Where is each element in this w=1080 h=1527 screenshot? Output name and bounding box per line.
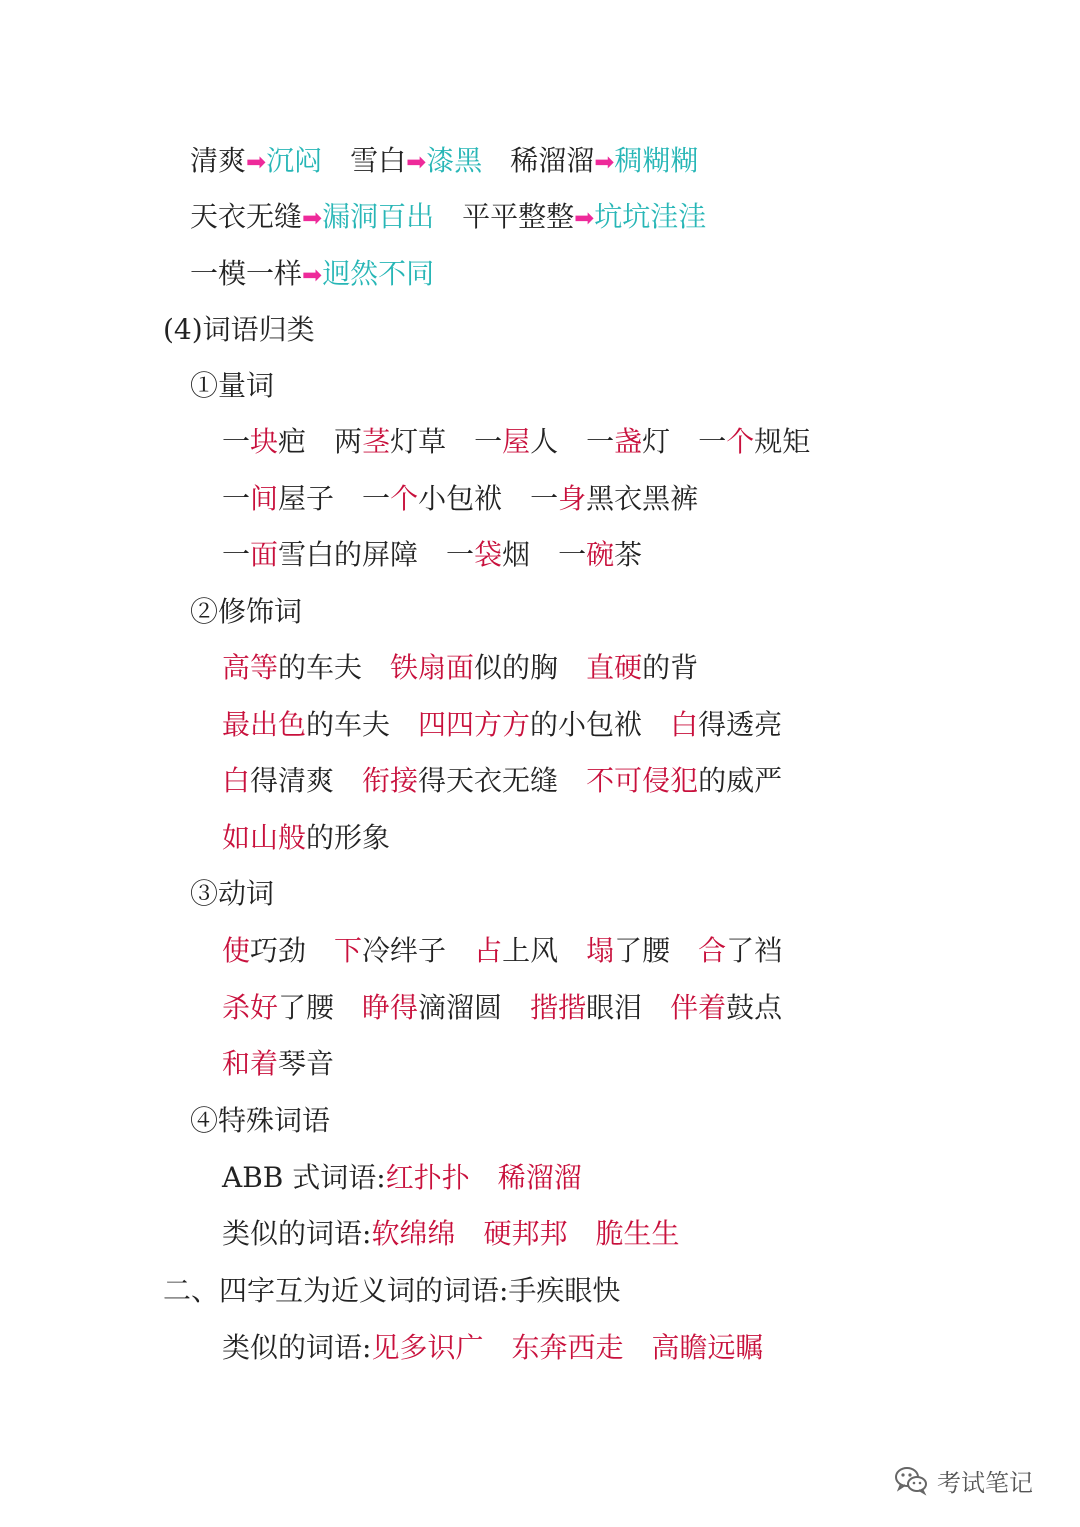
highlight-text: 面	[250, 538, 279, 571]
plain-text: 滴溜圆	[418, 991, 503, 1024]
highlight-text: 漆黑	[426, 144, 483, 177]
highlight-text: 个	[390, 482, 419, 515]
plain-text: 一模一样	[190, 257, 303, 290]
plain-text: 类似的词语:	[222, 1217, 372, 1250]
modifiers-line-1	[222, 650, 698, 686]
highlight-text: 东奔西走	[511, 1331, 624, 1364]
antonym-line-2	[190, 199, 706, 236]
plain-text: 灯草	[390, 425, 447, 458]
modifiers-line-3	[222, 763, 782, 799]
highlight-text: 沉闷	[266, 144, 323, 177]
highlight-text: 白	[670, 708, 699, 741]
plain-text: 一	[558, 538, 587, 571]
plain-text: 两	[334, 425, 363, 458]
arrow-icon: ➡	[302, 261, 323, 289]
plain-text: 烟	[502, 538, 531, 571]
highlight-text: 使	[222, 934, 251, 967]
plain-text: 茶	[614, 538, 643, 571]
plain-text: 得透亮	[698, 708, 783, 741]
plain-text: 眼泪	[586, 991, 643, 1024]
subheading-modifiers: ②修饰词	[190, 595, 303, 628]
highlight-text: 间	[250, 482, 279, 515]
verbs-line-2	[222, 990, 782, 1026]
highlight-text: 稀溜溜	[497, 1161, 582, 1194]
highlight-text: 软绵绵	[371, 1217, 456, 1250]
highlight-text: 迥然不同	[322, 257, 435, 290]
highlight-text: 高等	[222, 651, 279, 684]
highlight-text: 高瞻远瞩	[651, 1331, 764, 1364]
plain-text: 了裆	[726, 934, 783, 967]
section-two-similar-words	[222, 1330, 763, 1366]
plain-text: 一	[362, 482, 391, 515]
subheading-special-words: ④特殊词语	[190, 1104, 331, 1137]
highlight-text: 红扑扑	[385, 1161, 470, 1194]
measure-words-line-3	[222, 537, 642, 573]
special-words-line-1	[222, 1160, 582, 1196]
modifiers-line-2	[222, 707, 782, 743]
highlight-text: 不可侵犯	[586, 764, 699, 797]
plain-text: 冷绊子	[362, 934, 447, 967]
highlight-text: 白	[222, 764, 251, 797]
highlight-text: 脆生生	[595, 1217, 680, 1250]
plain-text: 稀溜溜	[510, 144, 595, 177]
antonym-line-3	[190, 256, 434, 293]
plain-text: 一	[222, 482, 251, 515]
antonym-line-1	[190, 143, 698, 180]
plain-text: 灯	[642, 425, 671, 458]
arrow-icon: ➡	[594, 148, 615, 176]
plain-text: 黑衣黑裤	[586, 482, 699, 515]
plain-text: 天衣无缝	[190, 200, 303, 233]
highlight-text: 个	[726, 425, 755, 458]
plain-text: 平平整整	[462, 200, 575, 233]
highlight-text: 塌	[586, 934, 615, 967]
plain-text: 的背	[642, 651, 699, 684]
special-words-line-2	[222, 1216, 679, 1252]
highlight-text: 见多识广	[371, 1331, 484, 1364]
highlight-text: 合	[698, 934, 727, 967]
plain-text: 雪白的屏障	[278, 538, 419, 571]
plain-text: 了腰	[614, 934, 671, 967]
measure-words-line-2	[222, 481, 698, 517]
plain-text: 一	[474, 425, 503, 458]
plain-text: 得天衣无缝	[418, 764, 559, 797]
plain-text: 的威严	[698, 764, 783, 797]
plain-text: 小包袱	[418, 482, 503, 515]
highlight-text: 茎	[362, 425, 391, 458]
watermark	[893, 1460, 1033, 1500]
highlight-text: 衔接	[362, 764, 419, 797]
highlight-text: 坑坑洼洼	[594, 200, 707, 233]
plain-text: 了腰	[278, 991, 335, 1024]
highlight-text: 身	[558, 482, 587, 515]
plain-text: 似的胸	[474, 651, 559, 684]
plain-text: 琴音	[278, 1047, 335, 1080]
highlight-text: 杀好	[222, 991, 279, 1024]
plain-text: 类似的词语:	[222, 1331, 372, 1364]
plain-text: 一	[586, 425, 615, 458]
measure-words-line-1	[222, 424, 810, 460]
plain-text: ABB 式词语:	[222, 1161, 386, 1194]
plain-text: 一	[530, 482, 559, 515]
plain-text: 雪白	[350, 144, 407, 177]
plain-text: 一	[446, 538, 475, 571]
arrow-icon: ➡	[574, 204, 595, 232]
plain-text: 规矩	[754, 425, 811, 458]
highlight-text: 稠糊糊	[614, 144, 699, 177]
highlight-text: 直硬	[586, 651, 643, 684]
wechat-icon	[893, 1462, 929, 1498]
plain-text: 二、四字互为近义词的词语:手疾眼快	[163, 1274, 621, 1307]
verbs-line-1	[222, 933, 782, 969]
plain-text: 清爽	[190, 144, 247, 177]
highlight-text: 如山般	[222, 821, 307, 854]
section-two-heading	[163, 1273, 620, 1309]
highlight-text: 四四方方	[418, 708, 531, 741]
arrow-icon: ➡	[406, 148, 427, 176]
verbs-line-3	[222, 1046, 334, 1082]
modifiers-line-4	[222, 820, 390, 856]
highlight-text: 漏洞百出	[322, 200, 435, 233]
plain-text: 的车夫	[306, 708, 391, 741]
highlight-text: 下	[334, 934, 363, 967]
plain-text: 一	[222, 538, 251, 571]
highlight-text: 伴着	[670, 991, 727, 1024]
highlight-text: 最出色	[222, 708, 307, 741]
highlight-text: 和着	[222, 1047, 279, 1080]
plain-text: 的小包袱	[530, 708, 643, 741]
subheading-verbs: ③动词	[190, 877, 275, 910]
plain-text: 的形象	[306, 821, 391, 854]
highlight-text: 占	[474, 934, 503, 967]
highlight-text: 铁扇面	[390, 651, 475, 684]
highlight-text: 块	[250, 425, 279, 458]
highlight-text: 袋	[474, 538, 503, 571]
arrow-icon: ➡	[246, 148, 267, 176]
plain-text: 鼓点	[726, 991, 783, 1024]
highlight-text: 揩揩	[530, 991, 587, 1024]
subheading-measure-words: ①量词	[190, 369, 275, 402]
highlight-text: 屋	[502, 425, 531, 458]
plain-text: 得清爽	[250, 764, 335, 797]
plain-text: 一	[222, 425, 251, 458]
highlight-text: 碗	[586, 538, 615, 571]
plain-text: 的车夫	[278, 651, 363, 684]
arrow-icon: ➡	[302, 204, 323, 232]
plain-text: 巧劲	[250, 934, 307, 967]
plain-text: 人	[530, 425, 559, 458]
plain-text: 上风	[502, 934, 559, 967]
highlight-text: 盏	[614, 425, 643, 458]
highlight-text: 睁得	[362, 991, 419, 1024]
plain-text: 屋子	[278, 482, 335, 515]
highlight-text: 硬邦邦	[483, 1217, 568, 1250]
plain-text: 一	[698, 425, 727, 458]
plain-text: 疤	[278, 425, 307, 458]
section-heading-word-categories: (4)词语归类	[163, 313, 315, 346]
watermark-text: 考试笔记	[937, 1468, 1033, 1497]
